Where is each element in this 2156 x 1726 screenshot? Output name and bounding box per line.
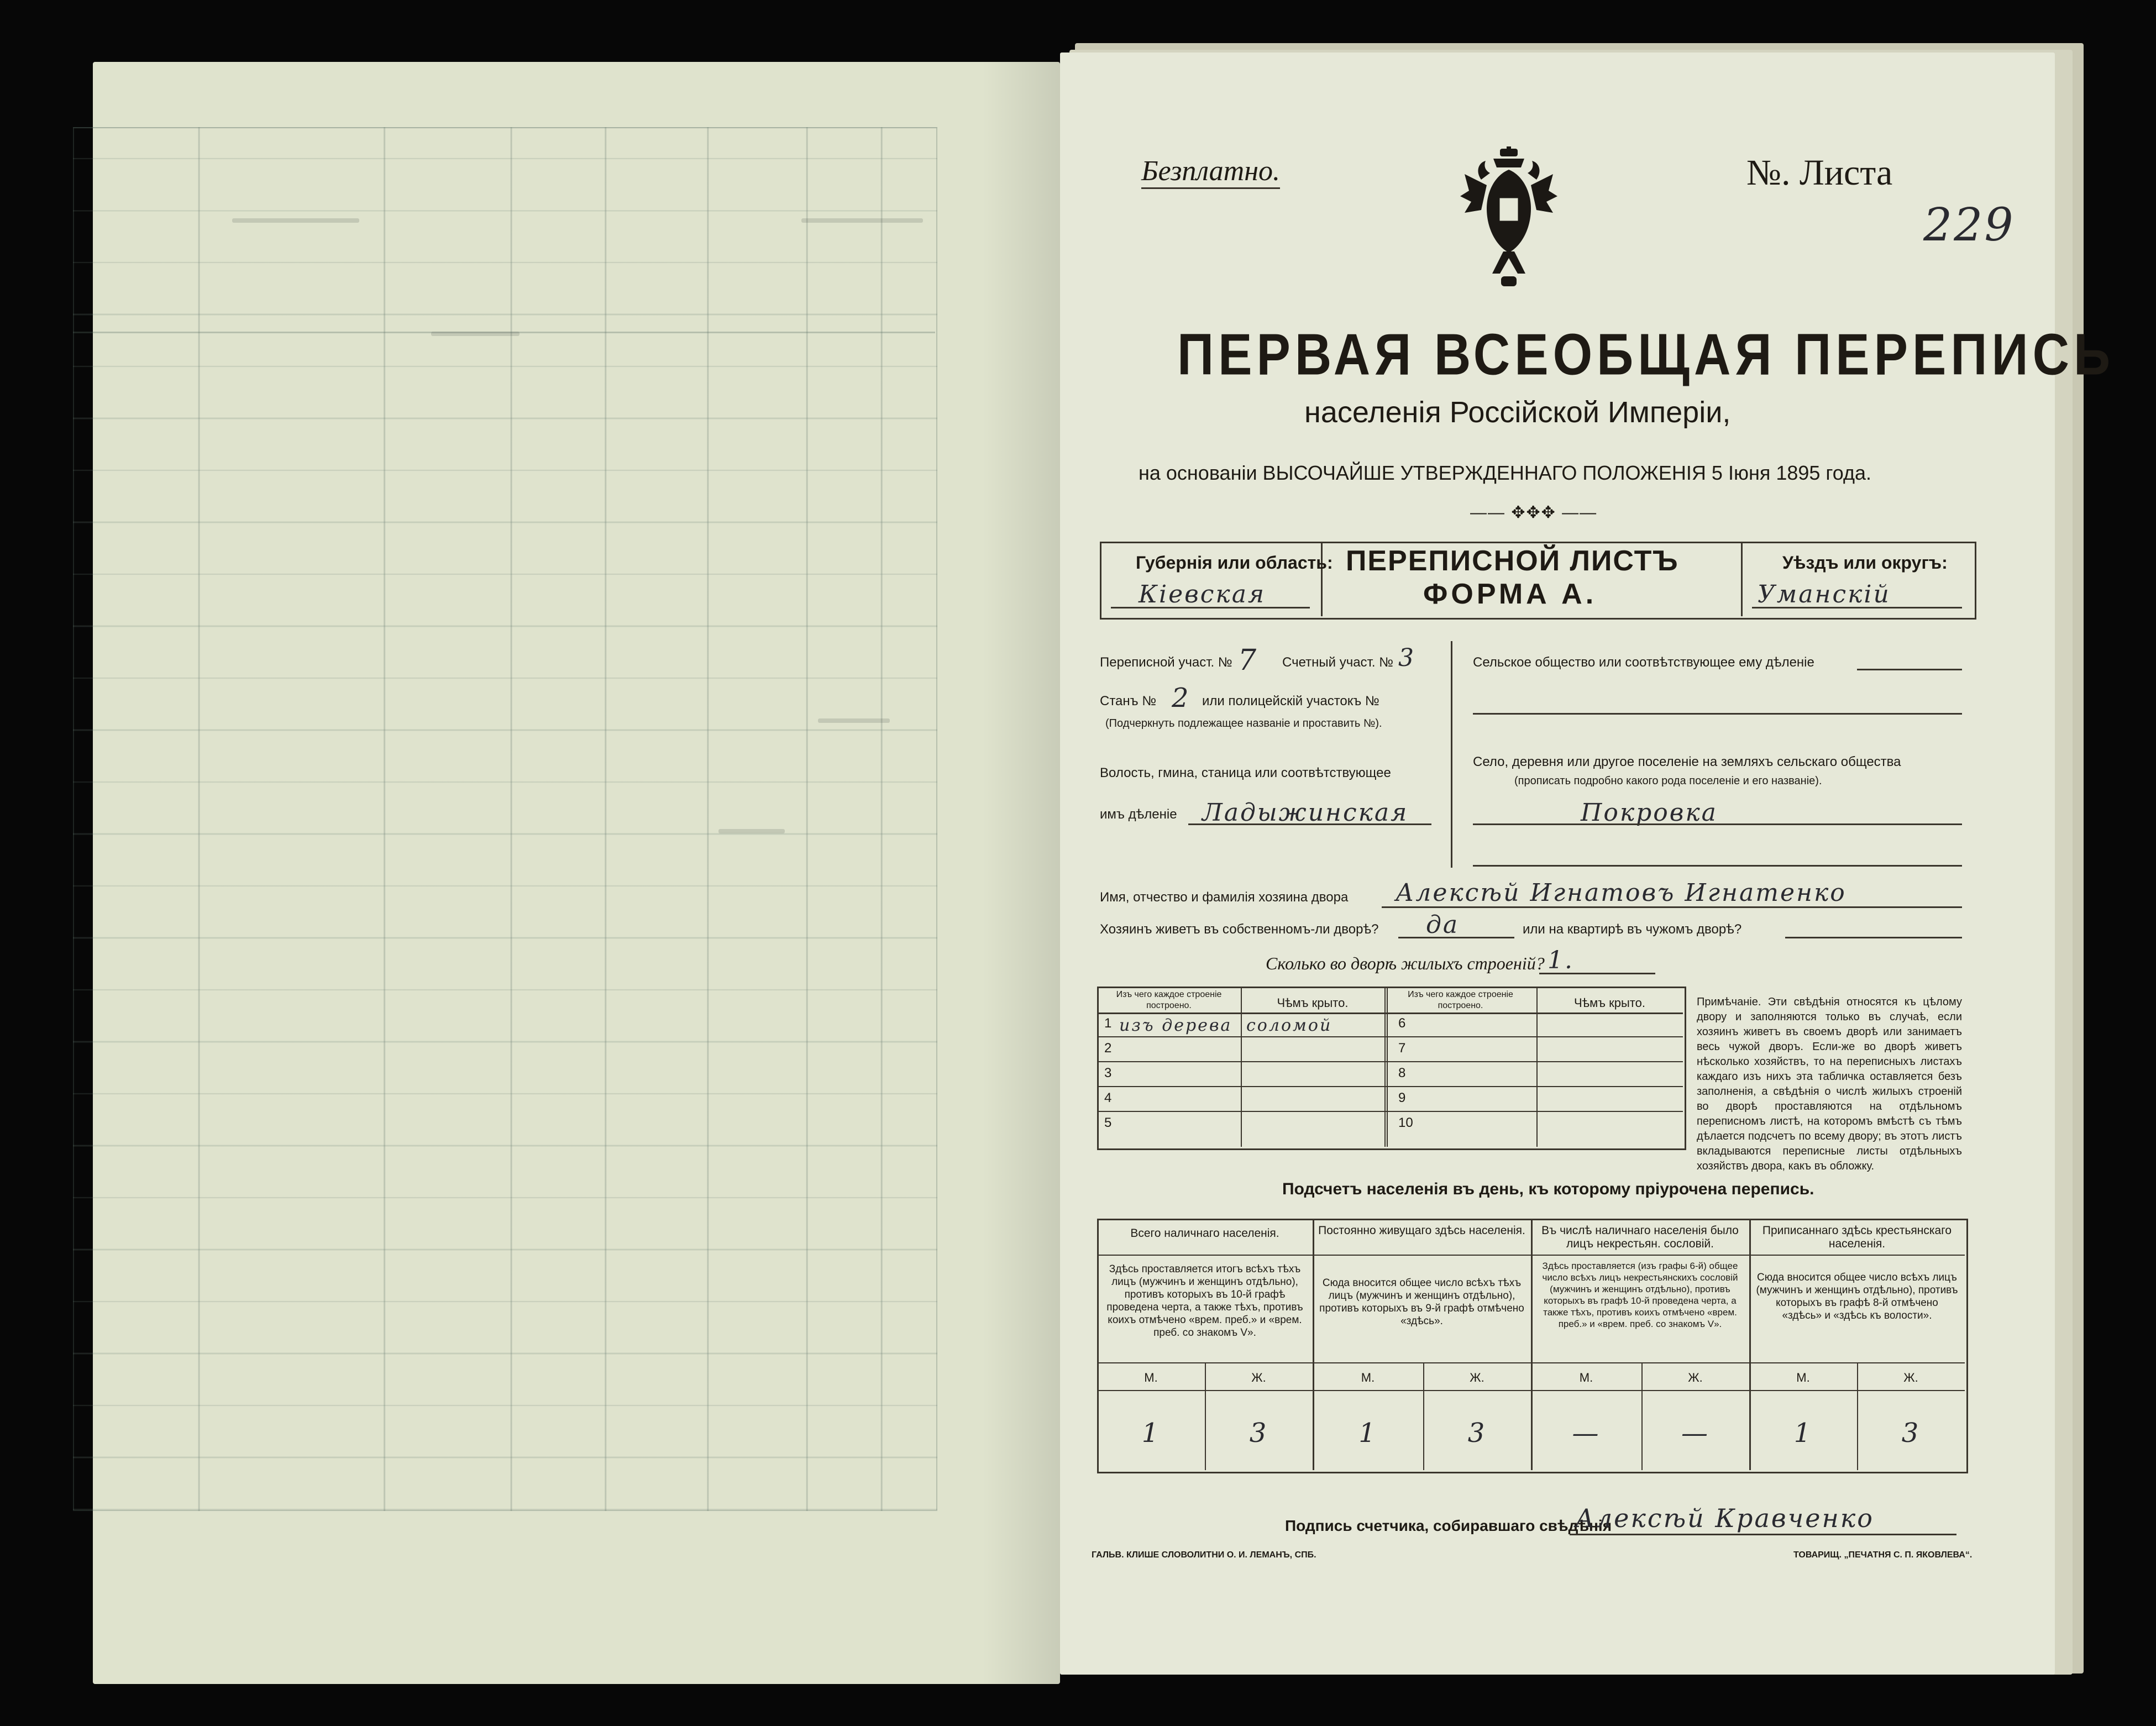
resident-female-value: 3 [1467,1418,1487,1449]
total-male-value: 1 [1141,1418,1161,1449]
own-yard-underline [1398,937,1514,938]
count-col1-header: Всего наличнаго населенія. [1130,1227,1279,1240]
female-label: Ж. [1251,1371,1266,1384]
left-imprint: ГАЛЬВ. КЛИШЕ СЛОВОЛИТНИ О. И. ЛЕМАНЪ, СПБ. [1092,1550,1316,1560]
uezd-underline [1752,607,1962,608]
census-title: ПЕРВАЯ ВСЕОБЩАЯ ПЕРЕПИСЬ [1177,322,2115,387]
roof-column-header: Чѣмъ крыто. [1277,996,1349,1010]
count-col2-header: Постоянно живущаго здѣсь населенія. [1318,1224,1525,1237]
owner-label: Имя, отчество и фамилія хозяина двора [1100,890,1349,905]
signature-label: Подпись счетчика, собиравшаго свѣдѣнія [1285,1517,1612,1534]
peasant-male-value: 1 [1793,1418,1813,1449]
count-col1-desc: Здѣсь проставляется итогъ всѣхъ тѣхъ лицъ (мужчинъ и женщинъ отдѣльно), противъ которыхъ въ 10-й графѣ проведена черта, а также тѣхъ, противъ коихъ отмѣчено «врем. преб.» и «врем. преб. со знакомъ V». [1106,1263,1303,1339]
male-label: М. [1144,1371,1158,1384]
form-title: ПЕРЕПИСНОЙ ЛИСТЪ [1346,545,1679,577]
owner-value: Алексѣй Игнатовъ Игнатенко [1396,879,1846,907]
uezd-value: Уманскій [1758,580,1891,608]
signature-value: Алексѣй Кравченко [1575,1503,1874,1533]
own-yard-label: Хозяинъ живетъ въ собственномъ-ли дворѣ? [1100,922,1379,937]
row-number: 5 [1104,1115,1112,1130]
census-area-value: 7 [1238,644,1258,677]
census-subtitle: населенія Россійской Имперіи, [1304,396,1731,429]
table-header-line [1097,1012,1683,1014]
peasant-female-value: 3 [1901,1418,1921,1449]
nonpeasant-female-value: — [1681,1418,1709,1449]
row-number: 10 [1398,1115,1413,1130]
resident-male-value: 1 [1358,1418,1377,1449]
village-label: Село, деревня или другое поселеніе на земляхъ сельскаго общества [1473,754,1901,769]
owner-underline [1382,906,1962,908]
volost-value: Ладыжинская [1202,799,1409,827]
left-page-grid-header [73,127,935,333]
divider [1741,542,1743,616]
village-underline [1473,823,1962,825]
female-label: Ж. [1688,1371,1703,1384]
buildings-value: 1. [1548,946,1574,974]
right-imprint: ТОВАРИЩ. „ПЕЧАТНЯ С. П. ЯКОВЛЕВА“. [1793,1550,1973,1560]
bleed-through-mark [431,332,520,336]
double-headed-eagle-emblem [1459,146,1559,290]
volost-underline [1188,823,1431,825]
bleed-through-mark [718,829,785,833]
count-head-line [1097,1255,1965,1256]
count-col3-header: Въ числѣ наличнаго населенія было лицъ некрестьян. сословій. [1541,1224,1739,1250]
row-number: 3 [1104,1066,1112,1080]
rented-underline [1785,937,1962,938]
female-label: Ж. [1470,1371,1484,1384]
row-number: 8 [1398,1066,1406,1080]
count-area-value: 3 [1398,644,1415,672]
legal-basis: на основаніи ВЫСОЧАЙШЕ УТВЕРЖДЕННАГО ПОЛОЖЕНІЯ 5 Іюня 1895 года. [1139,461,1872,484]
table-divider [1241,987,1242,1147]
buildings-note: Примѣчаніе. Эти свѣдѣнія относятся къ цѣлому двору и заполняются только въ случаѣ, если хозяинъ живетъ въ своемъ дворѣ или занимаетъ весь чужой дворъ. Если-же во дворѣ живетъ нѣсколько хозяйствъ, то на переписныхъ листахъ каждаго изъ нихъ эта табличка оставляется безъ заполненія, а свѣдѣнія о числѣ жилыхъ строеній во дворѣ проставляются на отдѣльномъ переписномъ листѣ, на которомъ вмѣстѣ съ тѣмъ дѣлается подсчетъ по всему двору; въ этотъ листъ вкладываются переписные листы отдѣльныхъ хозяйствъ двора, какъ въ обложку. [1697,996,1962,1172]
field-column-divider [1451,641,1452,868]
rented-label: или на квартирѣ въ чужомъ дворѣ? [1523,922,1742,937]
free-label: Безплатно. [1141,155,1280,189]
roof-column-header: Чѣмъ крыто. [1574,996,1645,1010]
male-label: М. [1361,1371,1375,1384]
stan-value: 2 [1172,683,1190,714]
row-number: 4 [1104,1090,1112,1105]
bleed-through-mark [801,218,923,223]
police-area-label: или полицейскій участокъ № [1202,694,1379,709]
stan-label: Станъ № [1100,694,1157,709]
signature-underline [1570,1534,1956,1535]
gubernia-underline [1111,607,1310,608]
volost-label-line1: Волость, гмина, станица или соотвѣтствующее [1100,765,1391,780]
nonpeasant-male-value: — [1572,1418,1601,1449]
count-col4-header: Приписаннаго здѣсь крестьянскаго населенія. [1762,1224,1952,1250]
form-subtitle: ФОРМА А. [1423,578,1597,610]
count-area-label: Счетный участ. № [1282,655,1393,670]
buildings-underline [1539,973,1655,974]
male-label: М. [1579,1371,1593,1384]
society-label: Сельское общество или соотвѣтствующее ему дѣленіе [1473,655,1814,670]
bleed-through-mark [232,218,359,223]
count-col2-desc: Сюда вносится общее число всѣхъ тѣхъ лицъ (мужчинъ и женщинъ отдѣльно), противъ которыхъ въ 9-й графѣ отмѣчено «здѣсь». [1319,1277,1524,1327]
table-divider [1536,987,1538,1147]
row1-material-value: изъ дерева [1119,1016,1232,1035]
row-line [1097,1086,1683,1087]
row-line [1097,1061,1683,1062]
volost-label-line2: имъ дѣленіе [1100,807,1177,822]
row-number: 2 [1104,1041,1112,1056]
village-note: (прописать подробно какого рода поселеніе и его названіе). [1514,775,1822,787]
gubernia-label: Губернія или область: [1136,553,1333,573]
row-line [1097,1111,1683,1112]
total-female-value: 3 [1249,1418,1268,1449]
bleed-through-mark [818,718,890,723]
gubernia-value: Кіевская [1139,580,1266,608]
ornament-divider: —— ✥✥✥ —— [1470,503,1598,522]
village-underline-2 [1473,865,1962,867]
row-number: 6 [1398,1016,1406,1031]
count-title: Подсчетъ населенія въ день, къ которому пріурочена перепись. [1282,1180,1814,1198]
count-mf-line [1097,1390,1965,1391]
sheet-number-label: №. Листа [1746,153,1893,193]
census-area-label: Переписной участ. № [1100,655,1232,670]
row-number: 1 [1104,1016,1112,1031]
underline-note: (Подчеркнуть подлежащее названіе и проставить №). [1105,717,1382,730]
count-col3-desc: Здѣсь проставляется (изъ графы 6-й) общее число всѣхъ лицъ некрестьянскихъ сословій (мужчинъ и женщинъ отдѣльно), противъ которыхъ въ графѣ 10-й проведена черта, а также тѣхъ, противъ коихъ отмѣчено «врем. преб.» и «врем. преб. со знакомъ V». [1542,1261,1738,1329]
village-value: Покровка [1581,799,1718,827]
society-underline-2 [1473,713,1962,715]
society-underline [1857,669,1962,670]
sheet-number-value: 229 [1923,199,2015,251]
female-label: Ж. [1903,1371,1918,1384]
buildings-label: Сколько во дворѣ жилыхъ строеній? [1266,953,1545,973]
count-col4-desc: Сюда вносится общее число всѣхъ лицъ (мужчинъ и женщинъ отдѣльно), противъ которыхъ въ графѣ 8-й отмѣчено «здѣсь» и «здѣсь къ волости». [1756,1272,1958,1321]
row-number: 7 [1398,1041,1406,1056]
material-column-header: Изъ чего каждое строеніе построено. [1116,990,1222,1010]
own-yard-value: да [1426,911,1460,939]
row-number: 9 [1398,1090,1406,1105]
count-desc-line [1097,1362,1965,1363]
male-label: М. [1796,1371,1810,1384]
uezd-label: Уѣздъ или округъ: [1782,553,1948,573]
material-column-header: Изъ чего каждое строеніе построено. [1408,990,1513,1010]
row1-roof-value: соломой [1246,1016,1333,1035]
row-line [1097,1036,1683,1037]
